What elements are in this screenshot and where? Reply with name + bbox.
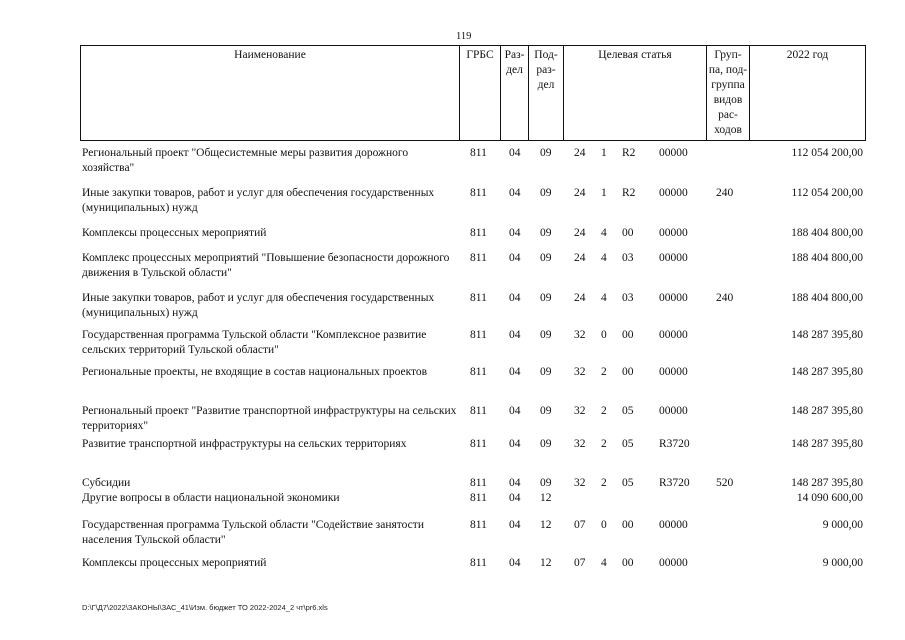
row-target-1: 32 [574,329,586,341]
table-row [0,491,905,521]
header-divider [865,45,866,141]
row-name: Региональный проект "Общесистемные меры развития дорожного хозяйства" [82,147,409,174]
row-name: Другие вопросы в области национальной экономики [82,492,340,504]
row-grbs: 811 [470,252,487,264]
row-razdel: 04 [509,519,521,531]
row-target-4: 00000 [659,329,688,341]
header-tselevaya: Целевая статья [598,49,672,61]
row-podrazdel: 09 [540,477,552,489]
row-target-2: 2 [601,366,607,378]
row-target-3: 00 [622,366,634,378]
header-podrazdel-line: дел [537,79,555,91]
row-target-1: 32 [574,405,586,417]
row-target-3: 05 [622,438,634,450]
row-grbs: 811 [470,292,487,304]
row-target-2: 4 [601,292,607,304]
row-podrazdel: 12 [540,492,552,504]
file-path-footer: D:\Г\Д7\2022\ЗАКОНЫ\ЗАС_41\Изм. бюджет ТО 2022-2024_2 чт\pr6.xls [82,603,328,612]
row-razdel: 04 [509,329,521,341]
row-target-1: 24 [574,187,586,199]
row-name: Иные закупки товаров, работ и услуг для обеспечения государственных (муниципальных) нужд [82,187,435,214]
row-name: Комплексы процессных мероприятий [82,227,267,239]
row-podrazdel: 09 [540,292,552,304]
row-amount: 14 090 600,00 [796,492,863,504]
row-razdel: 04 [509,557,521,569]
table-row [0,437,905,467]
row-grbs: 811 [470,438,487,450]
table-row [0,328,905,358]
row-razdel: 04 [509,438,521,450]
header-gruppa-line: видов [713,94,743,106]
table-row [0,186,905,216]
row-target-2: 1 [601,147,607,159]
header-podrazdel-line: раз- [536,64,556,76]
header-gruppa-line: рас- [718,109,738,121]
header-gruppa-line: Груп- [714,49,742,61]
row-grbs: 811 [470,147,487,159]
row-razdel: 04 [509,492,521,504]
row-amount: 148 287 395,80 [791,477,863,489]
row-amount: 148 287 395,80 [791,438,863,450]
table-row [0,365,905,395]
row-target-1: 24 [574,227,586,239]
row-target-1: 24 [574,292,586,304]
table-row [0,518,905,548]
header-gruppa-line: па, под- [708,64,748,76]
row-grbs: 811 [470,187,487,199]
row-target-3: 00 [622,329,634,341]
row-name: Государственная программа Тульской области "Комплексное развитие сельских территорий Тульской области" [82,329,427,356]
row-amount: 188 404 800,00 [791,252,863,264]
row-podrazdel: 09 [540,438,552,450]
row-target-4: 00000 [659,187,688,199]
row-podrazdel: 09 [540,405,552,417]
row-target-1: 32 [574,366,586,378]
row-podrazdel: 09 [540,147,552,159]
row-razdel: 04 [509,477,521,489]
row-name: Региональный проект "Развитие транспортной инфраструктуры на сельских территориях" [82,405,457,432]
header-podrazdel [529,48,563,93]
row-name: Развитие транспортной инфраструктуры на сельских территориях [82,438,407,450]
row-name: Комплекс процессных мероприятий "Повышение безопасности дорожного движения в Тульской области" [82,252,450,279]
table-row [0,556,905,586]
row-razdel: 04 [509,366,521,378]
header-razdel [501,48,528,78]
header-divider [80,45,81,141]
table-row [0,291,905,321]
row-target-4: 00000 [659,557,688,569]
row-target-2: 2 [601,477,607,489]
row-target-4: 00000 [659,227,688,239]
row-razdel: 04 [509,405,521,417]
header-podrazdel-line: Под- [534,49,558,61]
row-podrazdel: 09 [540,366,552,378]
row-target-1: 07 [574,557,586,569]
row-target-3: 05 [622,477,634,489]
row-target-4: 00000 [659,147,688,159]
row-group: 520 [716,477,734,489]
row-target-4: R3720 [659,438,690,450]
row-podrazdel: 09 [540,187,552,199]
row-target-3: 03 [622,292,634,304]
row-target-4: 00000 [659,252,688,264]
header-razdel-line: дел [506,64,523,76]
row-target-1: 32 [574,477,586,489]
row-amount: 112 054 200,00 [791,147,863,159]
table-row [0,146,905,176]
row-target-2: 0 [601,519,607,531]
row-target-1: 07 [574,519,586,531]
row-target-2: 4 [601,557,607,569]
row-target-3: R2 [622,147,636,159]
row-target-4: 00000 [659,292,688,304]
row-podrazdel: 12 [540,557,552,569]
row-name: Государственная программа Тульской области "Содействие занятости населения Тульской области" [82,519,424,546]
table-row [0,251,905,281]
table-row [0,404,905,434]
row-amount: 148 287 395,80 [791,329,863,341]
row-name: Комплексы процессных мероприятий [82,557,267,569]
row-target-3: 05 [622,405,634,417]
row-amount: 112 054 200,00 [791,187,863,199]
row-amount: 188 404 800,00 [791,227,863,239]
row-grbs: 811 [470,519,487,531]
row-target-4: 00000 [659,366,688,378]
row-target-2: 2 [601,405,607,417]
row-amount: 148 287 395,80 [791,366,863,378]
row-target-2: 0 [601,329,607,341]
header-year: 2022 год [786,49,829,61]
row-group: 240 [716,187,734,199]
row-grbs: 811 [470,329,487,341]
header-gruppa-line: группа [711,79,745,91]
row-amount: 148 287 395,80 [791,405,863,417]
row-razdel: 04 [509,227,521,239]
row-target-1: 32 [574,438,586,450]
row-target-3: 00 [622,557,634,569]
row-grbs: 811 [470,557,487,569]
row-target-3: 03 [622,252,634,264]
row-grbs: 811 [470,492,487,504]
row-target-2: 1 [601,187,607,199]
row-name: Субсидии [82,477,131,489]
row-amount: 9 000,00 [822,519,863,531]
row-target-2: 4 [601,252,607,264]
row-target-4: 00000 [659,519,688,531]
row-razdel: 04 [509,252,521,264]
row-grbs: 811 [470,366,487,378]
row-podrazdel: 09 [540,252,552,264]
header-gruppa [707,48,749,138]
row-name: Иные закупки товаров, работ и услуг для обеспечения государственных (муниципальных) нужд [82,292,435,319]
header-name: Наименование [234,49,306,61]
row-podrazdel: 12 [540,519,552,531]
row-target-3: 00 [622,227,634,239]
header-gruppa-line: ходов [714,124,742,136]
row-razdel: 04 [509,292,521,304]
row-podrazdel: 09 [540,227,552,239]
row-target-2: 4 [601,227,607,239]
row-podrazdel: 09 [540,329,552,341]
row-group: 240 [716,292,734,304]
row-target-4: R3720 [659,477,690,489]
header-grbs: ГРБС [466,49,494,61]
row-target-3: 00 [622,519,634,531]
row-amount: 9 000,00 [822,557,863,569]
row-razdel: 04 [509,187,521,199]
row-target-1: 24 [574,252,586,264]
row-amount: 188 404 800,00 [791,292,863,304]
row-name: Региональные проекты, не входящие в состав национальных проектов [82,366,428,378]
row-target-2: 2 [601,438,607,450]
row-target-1: 24 [574,147,586,159]
row-target-4: 00000 [659,405,688,417]
row-razdel: 04 [509,147,521,159]
row-target-3: R2 [622,187,636,199]
header-razdel-line: Раз- [504,49,525,61]
row-grbs: 811 [470,227,487,239]
row-grbs: 811 [470,405,487,417]
row-grbs: 811 [470,477,487,489]
page-number: 119 [456,31,472,42]
